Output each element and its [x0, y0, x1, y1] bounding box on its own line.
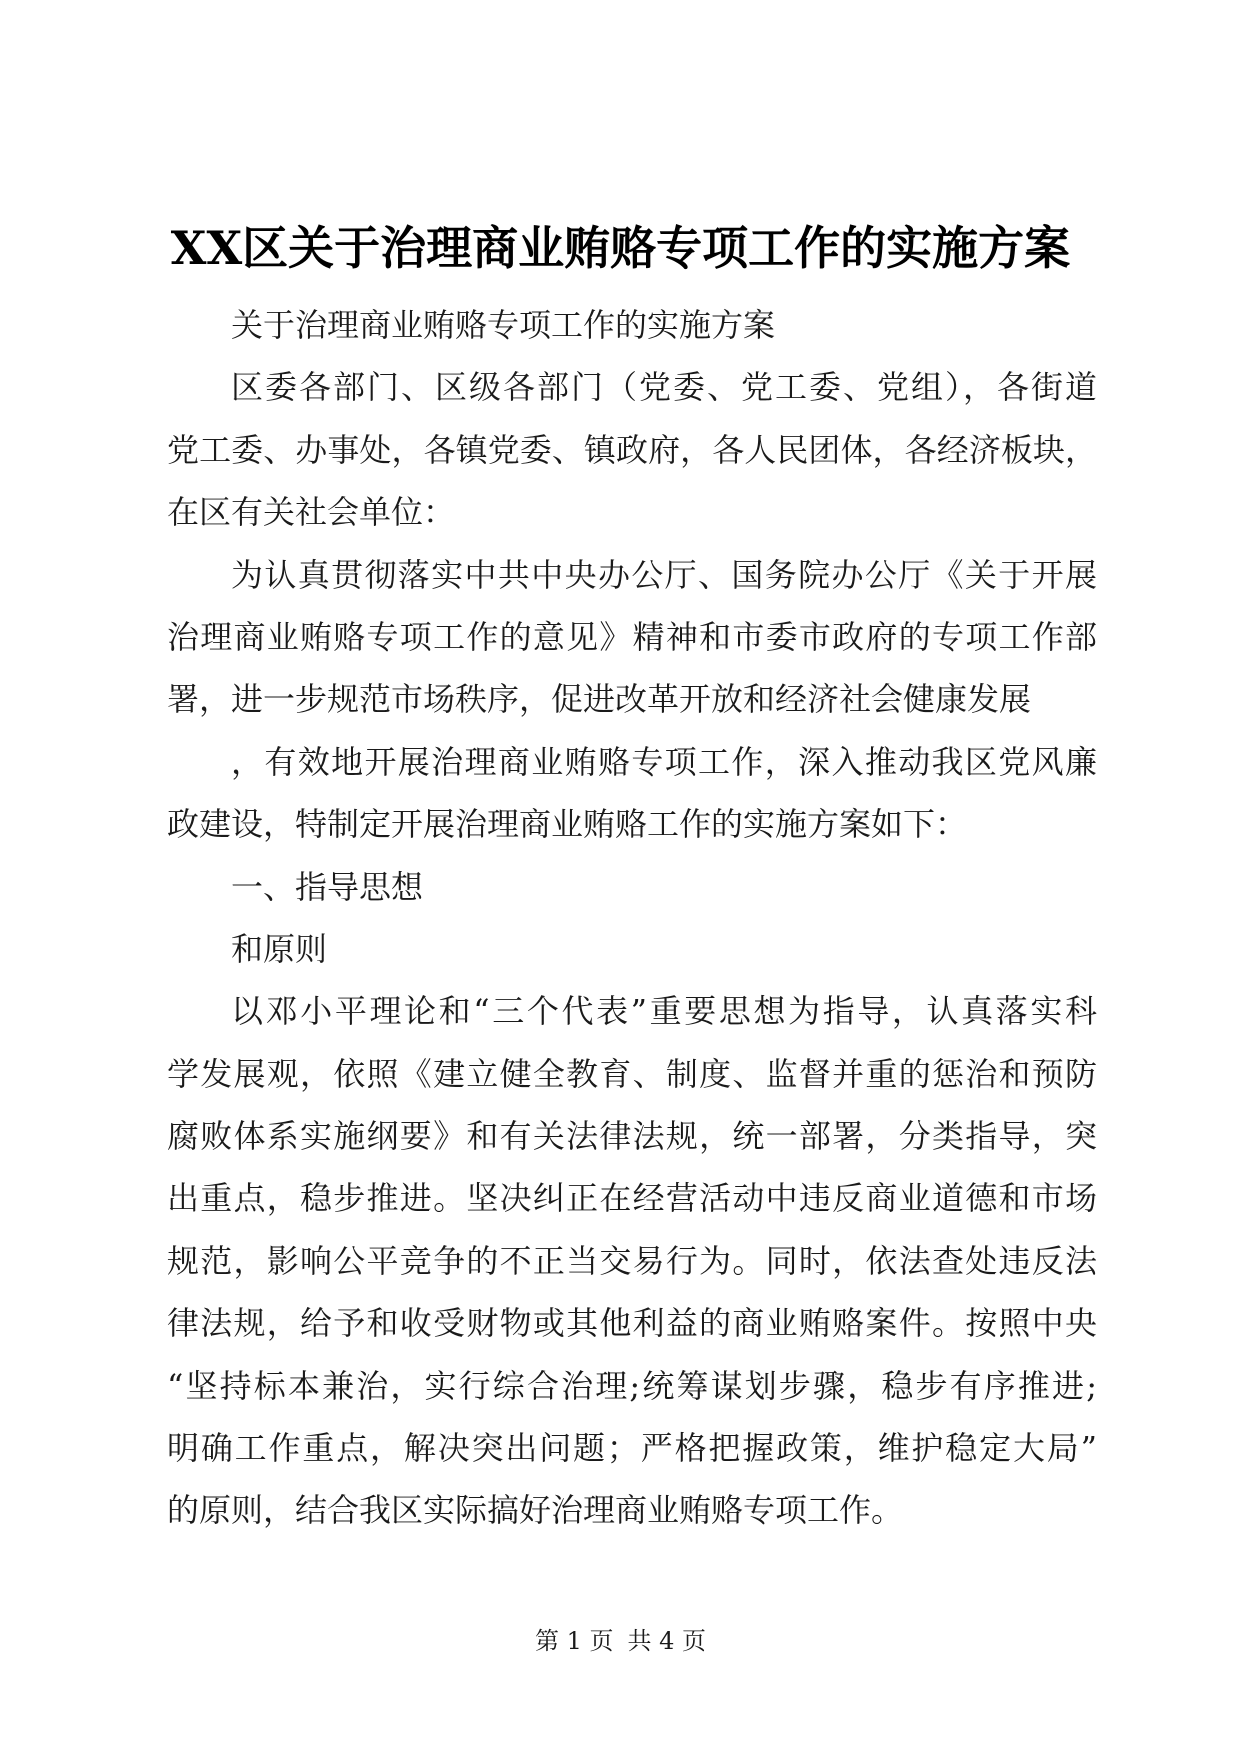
body-line: 律法规，给予和收受财物或其他利益的商业贿赂案件。按照中央 [167, 1304, 1097, 1343]
page-footer [0, 1626, 1241, 1656]
body-line: 区委各部门、区级各部门（党委、党工委、党组），各街道 [231, 368, 1097, 407]
body-line: 出重点，稳步推进。坚决纠正在经营活动中违反商业道德和市场 [167, 1179, 1097, 1218]
body-line: 学发展观，依照《建立健全教育、制度、监督并重的惩治和预防 [167, 1054, 1097, 1093]
body-line: 规范，影响公平竞争的不正当交易行为。同时，依法查处违反法 [167, 1241, 1097, 1280]
body-line: 一、指导思想 [231, 867, 424, 906]
body-line: 关于治理商业贿赂专项工作的实施方案 [231, 306, 776, 344]
body-line: 明确工作重点，解决突出问题；严格把握政策，维护稳定大局” [167, 1429, 1097, 1468]
body-line: “坚持标本兼治，实行综合治理;统筹谋划步骤，稳步有序推进; [167, 1366, 1097, 1405]
page-number: 第 1 页 [534, 1627, 614, 1655]
body-line: 腐败体系实施纲要》和有关法律法规，统一部署，分类指导，突 [167, 1117, 1097, 1156]
document-body [167, 294, 1097, 1542]
body-line: 治理商业贿赂专项工作的意见》精神和市委市政府的专项工作部 [167, 617, 1097, 656]
body-line: 署，进一步规范市场秩序，促进改革开放和经济社会健康发展 [167, 680, 1032, 719]
body-line: 的原则，结合我区实际搞好治理商业贿赂专项工作。 [167, 1491, 904, 1530]
page-total: 共 4 页 [627, 1627, 707, 1655]
body-line: 以邓小平理论和“三个代表”重要思想为指导，认真落实科 [231, 992, 1097, 1031]
body-line: ，有效地开展治理商业贿赂专项工作，深入推动我区党风廉 [231, 742, 1097, 781]
body-line: 在区有关社会单位： [167, 493, 456, 532]
body-line: 政建设，特制定开展治理商业贿赂工作的实施方案如下： [167, 805, 968, 844]
body-line: 党工委、办事处，各镇党委、镇政府，各人民团体，各经济板块， [167, 430, 1097, 469]
body-line: 和原则 [231, 929, 328, 968]
document-title: XX区关于治理商业贿赂专项工作的实施方案 [170, 221, 1071, 275]
body-line: 为认真贯彻落实中共中央办公厅、国务院办公厅《关于开展 [231, 555, 1097, 594]
